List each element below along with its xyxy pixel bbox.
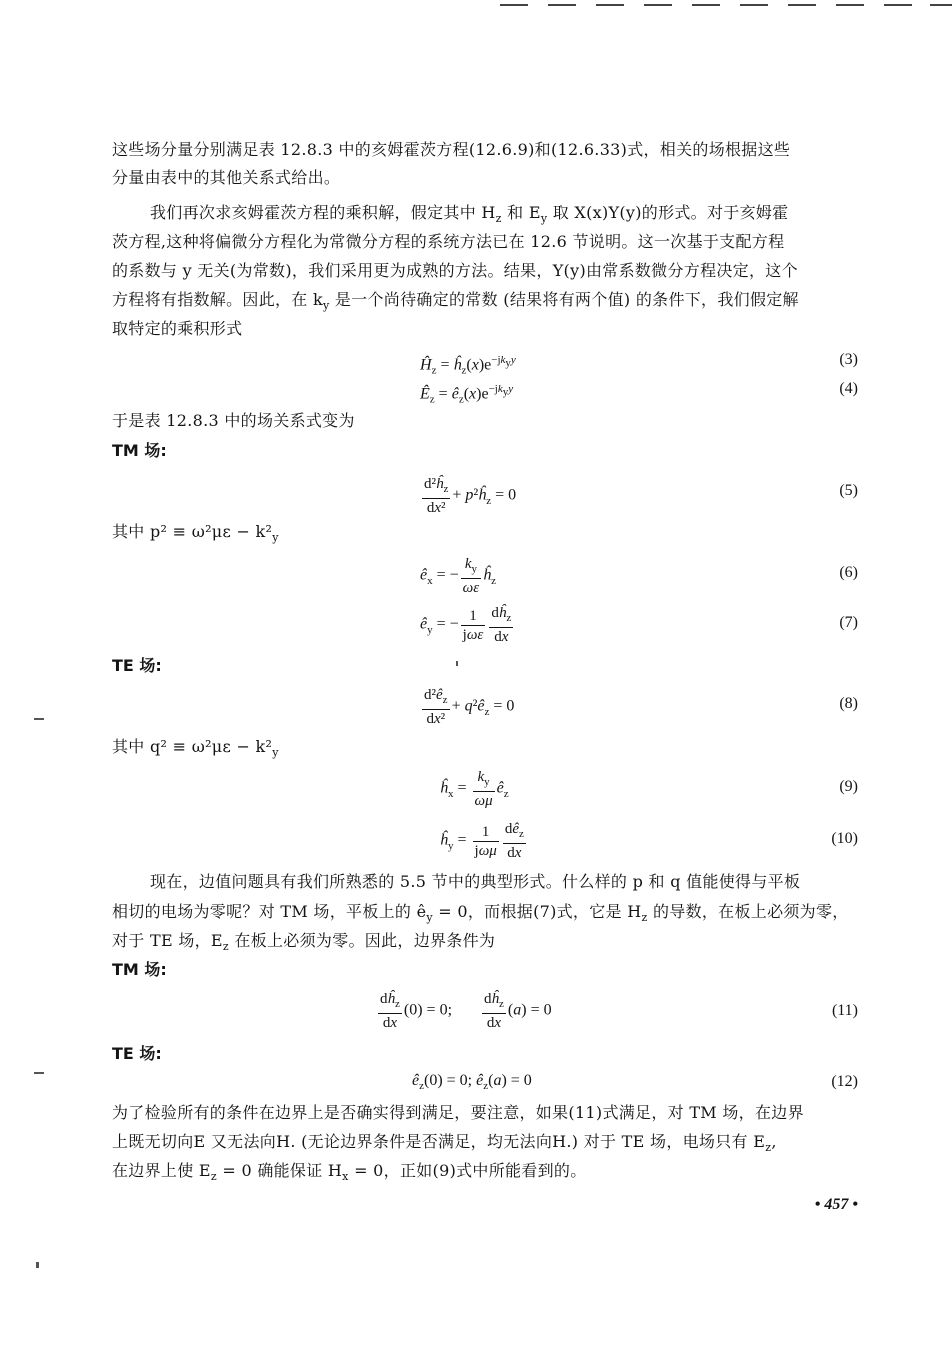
equation-number: (5) — [839, 482, 858, 499]
header-rule — [740, 4, 768, 6]
paragraph-line: 相切的电场为零呢？对 TM 场，平板上的 $ê_y = 0$，而根据(7)式，它是 $H_z$ 的导数，在板上必须为零， — [112, 902, 849, 925]
header-rule — [500, 4, 528, 6]
paragraph-line: 为了检验所有的条件在边界上是否确实得到满足，要注意，如果(11)式满足，对 TM 场，在边界 — [112, 1103, 804, 1122]
equation-5: $\frac{d^2ĥ_z}{\text{dx²}}$ + $p^2ĥ_z = 0$ — [424, 476, 517, 516]
equation-number: (9) — [839, 778, 858, 795]
paragraph-line: 现在，边值问题具有我们所熟悉的 5.5 节中的典型形式。什么样的 p 和 q 值能使得与平板 — [150, 872, 801, 891]
equation-10: $ĥ_y$ = $\frac{1}{\text{jωμ}}$ $\frac{dê_z}{dx}$ — [440, 821, 524, 861]
equation-11: $\frac{dĥ_z}{dx}$ (0) = 0; $\frac{dĥ_z}{dx}$ (a) = 0 — [380, 991, 552, 1031]
header-rule — [548, 4, 576, 6]
paragraph-line: 其中 $q^2 \equiv \omega^2\mu\varepsilon - k^2_y$ — [112, 737, 279, 760]
scan-speck — [456, 661, 458, 666]
paragraph-line: 取特定的乘积形式 — [112, 319, 243, 338]
section-heading: TE 场: — [112, 1044, 162, 1063]
paragraph-line: 在边界上使 $E_z = 0$ 确能保证 $H_x = 0$，正如(9)式中所能看到的。 — [112, 1161, 587, 1184]
paragraph-line: 其中 $p^2 \equiv \omega^2\mu\varepsilon - k^2_y$ — [112, 522, 279, 545]
paragraph-line: 这些场分量分别满足表 12.8.3 中的亥姆霍茨方程(12.6.9)和(12.6.33)式，相关的场根据这些 — [112, 140, 791, 159]
scan-speck — [34, 718, 44, 720]
equation-6: $ê_x$ = − $\frac{k_y}{\omega\varepsilon}$ $ĥ_z$ — [420, 556, 497, 596]
page-number: • 457 • — [814, 1196, 858, 1213]
paragraph-line: 对于 TE 场，$E_z$ 在板上必须为零。因此，边界条件为 — [112, 931, 496, 954]
paragraph-line: 的系数与 y 无关(为常数)，我们采用更为成熟的方法。结果，Y(y)由常系数微分方程决定，这个 — [112, 261, 798, 280]
section-heading: TM 场: — [112, 441, 167, 460]
equation-7: $ê_y$ = − $\frac{1}{\text{jωε}}$ $\frac{dĥ_z}{dx}$ — [420, 605, 512, 645]
paragraph-line: 于是表 12.8.3 中的场关系式变为 — [112, 411, 355, 430]
header-rule — [692, 4, 720, 6]
header-rule — [930, 4, 952, 6]
equation-number: (10) — [831, 830, 858, 847]
header-rule — [884, 4, 912, 6]
paragraph-line: 方程将有指数解。因此，在 $k_y$ 是一个尚待确定的常数 (结果将有两个值) 的条件下，我们假定解 — [112, 290, 799, 313]
paragraph-line: 我们再次求亥姆霍茨方程的乘积解，假定其中 $H_z$ 和 $E_y$ 取 X(x)Y(y)的形式。对于亥姆霍 — [150, 203, 789, 226]
equation-4: $Ê_z$ = $ê_z(x)e^{-jk_yy}$ — [420, 383, 514, 406]
equation-number: (3) — [839, 351, 858, 368]
header-rule — [836, 4, 864, 6]
paragraph-line: 分量由表中的其他关系式给出。 — [112, 168, 341, 187]
header-rule — [788, 4, 816, 6]
header-rule — [644, 4, 672, 6]
equation-12: $ê_z(0) = 0$; $ê_z(a) = 0$ — [412, 1072, 532, 1093]
section-heading: TM 场: — [112, 960, 167, 979]
equation-number: (6) — [839, 564, 858, 581]
equation-number: (12) — [831, 1073, 858, 1090]
paragraph-line: 茨方程,这种将偏微分方程化为常微分方程的系统方法已在 12.6 节说明。这一次基于支配方程 — [112, 232, 785, 251]
header-rule — [596, 4, 624, 6]
equation-number: (4) — [839, 380, 858, 397]
paragraph-line: 上既无切向E 又无法向H. (无论边界条件是否满足，均无法向H.) 对于 TE 场，电场只有 $E_z$, — [112, 1132, 777, 1155]
equation-9: $ĥ_x$ = $\frac{k_y}{\omega\mu}$ $ê_z$ — [440, 769, 509, 809]
equation-8: $\frac{d^2ê_z}{\text{dx²}}$ + $q^2ê_z = 0$ — [424, 687, 515, 727]
scan-speck — [36, 1262, 39, 1268]
equation-3: $Ĥ_z$ = $ĥ_z(x)e^{-jk_yy}$ — [420, 354, 516, 377]
equation-number: (7) — [839, 614, 858, 631]
equation-number: (11) — [831, 1002, 858, 1019]
section-heading: TE 场: — [112, 656, 162, 675]
scan-speck — [34, 1072, 44, 1074]
equation-number: (8) — [839, 695, 858, 712]
